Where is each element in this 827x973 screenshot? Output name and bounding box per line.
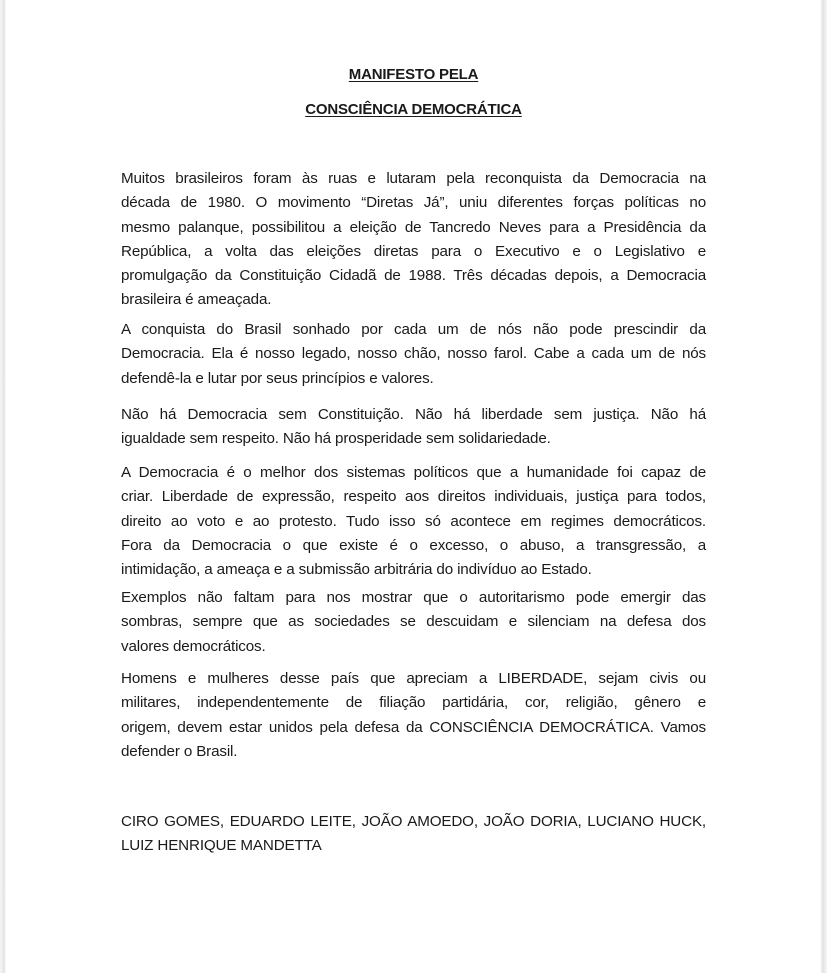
- text-line: Não há Democracia sem Constituição. Não há liberdade sem justiça. Não há: [121, 406, 706, 423]
- text-line: igualdade sem respeito. Não há prosperidade sem solidariedade.: [121, 430, 551, 448]
- text-line: A conquista do Brasil sonhado por cada um de nós não pode prescindir da: [121, 321, 706, 338]
- document-title-line-2: CONSCIÊNCIA DEMOCRÁTICA: [305, 101, 522, 118]
- paragraph-5: [121, 586, 706, 659]
- text-line: Muitos brasileiros foram às ruas e lutaram pela reconquista da Democracia na: [121, 170, 706, 187]
- paragraph-3: [121, 403, 706, 452]
- text-line: criar. Liberdade de expressão, respeito aos direitos individuais, justiça para todos,: [121, 488, 706, 506]
- text-line: Democracia. Ela é nosso legado, nosso chão, nosso farol. Cabe a cada um de nós: [121, 345, 706, 363]
- paragraph-6: [121, 667, 706, 764]
- document-title-line-1: MANIFESTO PELA: [348, 66, 479, 83]
- text-line: mesmo palanque, possibilitou a eleição de Tancredo Neves para a Presidência da: [121, 218, 706, 236]
- text-line: Fora da Democracia o que existe é o excesso, o abuso, a transgressão, a: [121, 536, 706, 554]
- text-line: promulgação da Constituição Cidadã de 1988. Três décadas depois, a Democracia: [121, 267, 706, 285]
- text-line: Exemplos não faltam para nos mostrar que o autoritarismo pode emergir das: [121, 589, 706, 606]
- text-line: década de 1980. O movimento “Diretas Já”, uniu diferentes forças políticas no: [121, 194, 706, 212]
- text-line: brasileira é ameaçada.: [121, 291, 272, 309]
- text-line: intimidação, a ameaça e a submissão arbitrária do indivíduo ao Estado.: [121, 561, 592, 579]
- text-line: República, a volta das eleições diretas para o Executivo e o Legislativo e: [121, 242, 706, 260]
- text-line: defender o Brasil.: [121, 742, 238, 760]
- signatories: [121, 810, 706, 859]
- text-line: defendê-la e lutar por seus princípios e valores.: [121, 369, 434, 387]
- paragraph-1: [121, 167, 706, 313]
- signatories-line: CIRO GOMES, EDUARDO LEITE, JOÃO AMOEDO, JOÃO DORIA, LUCIANO HUCK,: [121, 813, 706, 830]
- signatories-line: LUIZ HENRIQUE MANDETTA: [121, 837, 322, 855]
- text-line: sombras, sempre que as sociedades se descuidam e silenciam na defesa dos: [121, 613, 706, 631]
- text-line: A Democracia é o melhor dos sistemas políticos que a humanidade foi capaz de: [121, 464, 706, 481]
- text-line: Homens e mulheres desse país que apreciam a LIBERDADE, sejam civis ou: [121, 670, 706, 687]
- text-line: direito ao voto e ao protesto. Tudo isso só acontece em regimes democráticos.: [121, 512, 706, 530]
- text-line: origem, devem estar unidos pela defesa da CONSCIÊNCIA DEMOCRÁTICA. Vamos: [121, 718, 706, 736]
- paragraph-4: [121, 461, 706, 582]
- paragraph-2: [121, 318, 706, 391]
- text-line: militares, independentemente de filiação partidária, cor, religião, gênero e: [121, 694, 706, 712]
- text-line: valores democráticos.: [121, 637, 266, 655]
